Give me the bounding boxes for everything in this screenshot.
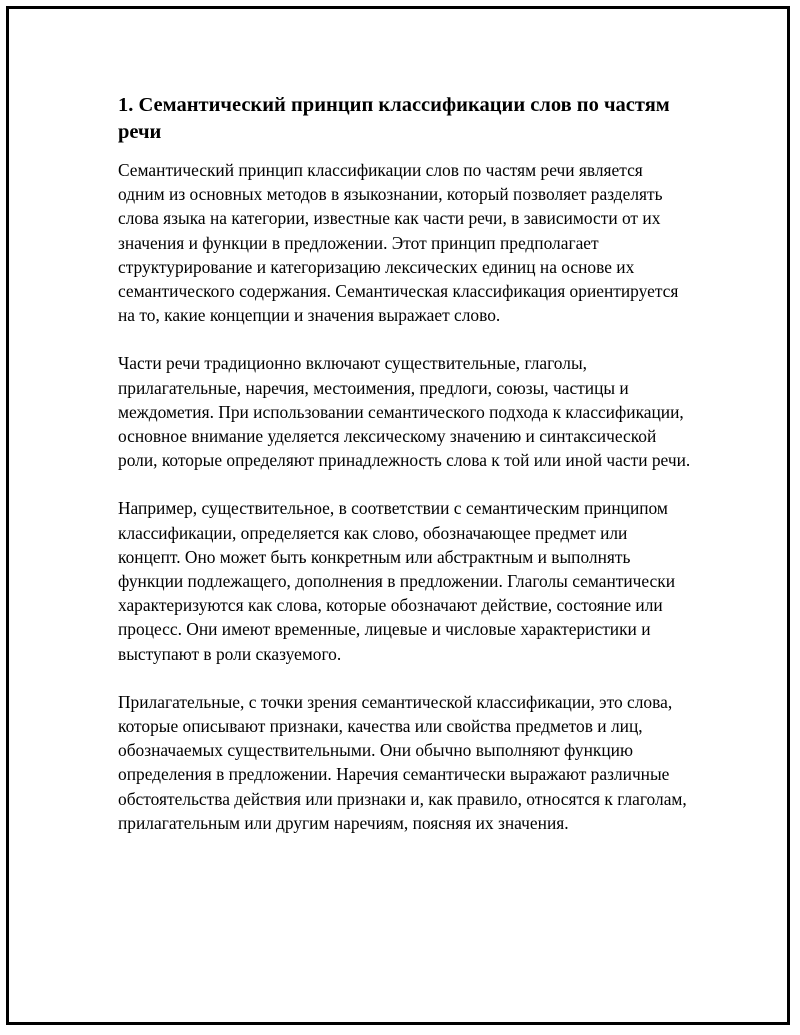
paragraph-4: Прилагательные, с точки зрения семантической классификации, это слова, которые описывают признаки, качества или свойства предметов и лиц, обозначаемых существительными. Они обычно выполняют функцию определения в предложении. Наречия семантически выражают различные обстоятельства действия или признаки и, как правило, относятся к глаголам, прилагательным или другим наречиям, поясняя их значения. [118,691,687,833]
section-heading: 1. Семантический принцип классификации слов по частям речи [118,94,670,143]
paragraph-1: Семантический принцип классификации слов по частям речи является одним из основных методов в языкознании, который позволяет разделять слова языка на категории, известные как части речи, в зависимости от их значения и функции в предложении. Этот принцип предполагает структурирование и категоризацию лексических единиц на основе их семантического содержания. Семантическая классификация ориентируется на то, какие концепции и значения выражает слово. [118,160,679,326]
paragraph-3: Например, существительное, в соответствии с семантическим принципом классификации, определяется как слово, обозначающее предмет или концепт. Оно может быть конкретным или абстрактным и выполнять функции подлежащего, дополнения в предложении. Глаголы семантически характеризуются как слова, которые обозначают действие, состояние или процесс. Они имеют временные, лицевые и числовые характеристики и выступают в роли сказуемого. [118,498,676,664]
document-body [118,92,693,859]
paragraph-2: Части речи традиционно включают существительные, глаголы, прилагательные, наречия, местоимения, предлоги, союзы, частицы и междометия. При использовании семантического подхода к классификации, основное внимание уделяется лексическому значению и синтаксической роли, которые определяют принадлежность слова к той или иной части речи. [118,353,691,471]
